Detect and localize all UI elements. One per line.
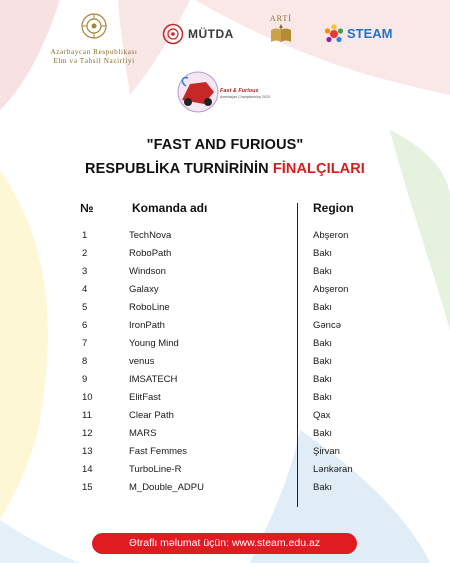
team-name: ElitFast <box>129 392 161 403</box>
team-name: TurboLine-R <box>129 464 182 475</box>
table-row <box>0 407 450 425</box>
region-name: Bakı <box>313 392 333 403</box>
table-row <box>0 461 450 479</box>
row-number: 11 <box>82 410 92 421</box>
region-name: Abşeron <box>313 230 349 241</box>
team-name: M_Double_ADPU <box>129 482 204 493</box>
team-name: IMSATECH <box>129 374 178 385</box>
ministry-name-line1: Azərbaycan Respublikası <box>50 48 138 56</box>
table-row <box>0 371 450 389</box>
region-name: Şirvan <box>313 446 340 457</box>
arti-name: ARTİ <box>269 14 293 23</box>
table-row <box>0 425 450 443</box>
row-number: 14 <box>82 464 93 475</box>
row-number: 2 <box>82 248 88 259</box>
finalists-table <box>0 227 450 497</box>
row-number: 6 <box>82 320 88 331</box>
team-name: TechNova <box>129 230 172 241</box>
mutda-logo <box>162 23 234 45</box>
table-row <box>0 263 450 281</box>
team-name: Galaxy <box>129 284 159 295</box>
region-name: Abşeron <box>313 284 349 295</box>
column-header-region: Region <box>313 201 354 215</box>
region-name: Gəncə <box>313 320 341 331</box>
title-line2-black: RESPUBLİKA TURNİRİNİN <box>85 161 269 177</box>
table-row <box>0 245 450 263</box>
mutda-name: MÜTDA <box>188 27 234 41</box>
ministry-name-line2: Elm və Təhsil Nazirliyi <box>53 57 135 65</box>
steam-molecule-icon <box>324 24 344 44</box>
table-row <box>0 479 450 497</box>
team-name: RoboLine <box>129 302 170 313</box>
race-car-icon <box>176 70 222 114</box>
row-number: 13 <box>82 446 93 457</box>
table-row <box>0 389 450 407</box>
row-number: 3 <box>82 266 88 277</box>
open-book-icon <box>270 24 292 44</box>
region-name: Bakı <box>313 374 333 385</box>
steam-name: STEAM <box>347 26 393 41</box>
column-header-number: № <box>80 201 94 215</box>
region-name: Bakı <box>313 482 333 493</box>
table-row <box>0 281 450 299</box>
row-number: 7 <box>82 338 88 349</box>
row-number: 12 <box>82 428 93 439</box>
team-name: MARS <box>129 428 157 439</box>
team-name: Fast Femmes <box>129 446 188 457</box>
region-name: Bakı <box>313 302 333 313</box>
page-title-line1: "FAST AND FURIOUS" <box>146 137 304 153</box>
team-name: Young Mind <box>129 338 179 349</box>
table-row <box>0 317 450 335</box>
more-info-link-button[interactable]: Ətraflı məlumat üçün: www.steam.edu.az <box>92 533 357 554</box>
page-title-line2 <box>0 161 450 177</box>
table-row <box>0 335 450 353</box>
row-number: 1 <box>82 230 88 241</box>
row-number: 15 <box>82 482 93 493</box>
team-name: IronPath <box>129 320 165 331</box>
table-row <box>0 299 450 317</box>
mutda-emblem-icon <box>162 23 184 45</box>
table-row <box>0 353 450 371</box>
column-header-team: Komanda adı <box>132 201 208 215</box>
event-title: Fast & Furious <box>220 88 259 94</box>
region-name: Qax <box>313 410 331 421</box>
team-name: RoboPath <box>129 248 172 259</box>
ornament-emblem-icon <box>80 12 108 40</box>
region-name: Bakı <box>313 338 333 349</box>
region-name: Bakı <box>313 248 333 259</box>
region-name: Bakı <box>313 428 333 439</box>
event-subtitle: Azerbaijan Championship 2025 <box>220 95 270 99</box>
region-name: Lənkəran <box>313 464 353 475</box>
table-row <box>0 443 450 461</box>
row-number: 9 <box>82 374 88 385</box>
row-number: 5 <box>82 302 88 313</box>
row-number: 8 <box>82 356 88 367</box>
ministry-logo <box>44 12 144 66</box>
row-number: 10 <box>82 392 93 403</box>
event-logo <box>176 70 274 114</box>
steam-logo <box>324 24 393 44</box>
title-line2-red: FİNALÇILARI <box>272 161 365 177</box>
team-name: Clear Path <box>129 410 174 421</box>
region-name: Bakı <box>313 356 333 367</box>
region-name: Bakı <box>313 266 333 277</box>
table-row <box>0 227 450 245</box>
team-name: venus <box>129 356 155 367</box>
row-number: 4 <box>82 284 88 295</box>
team-name: Windson <box>129 266 166 277</box>
arti-logo <box>256 14 306 51</box>
